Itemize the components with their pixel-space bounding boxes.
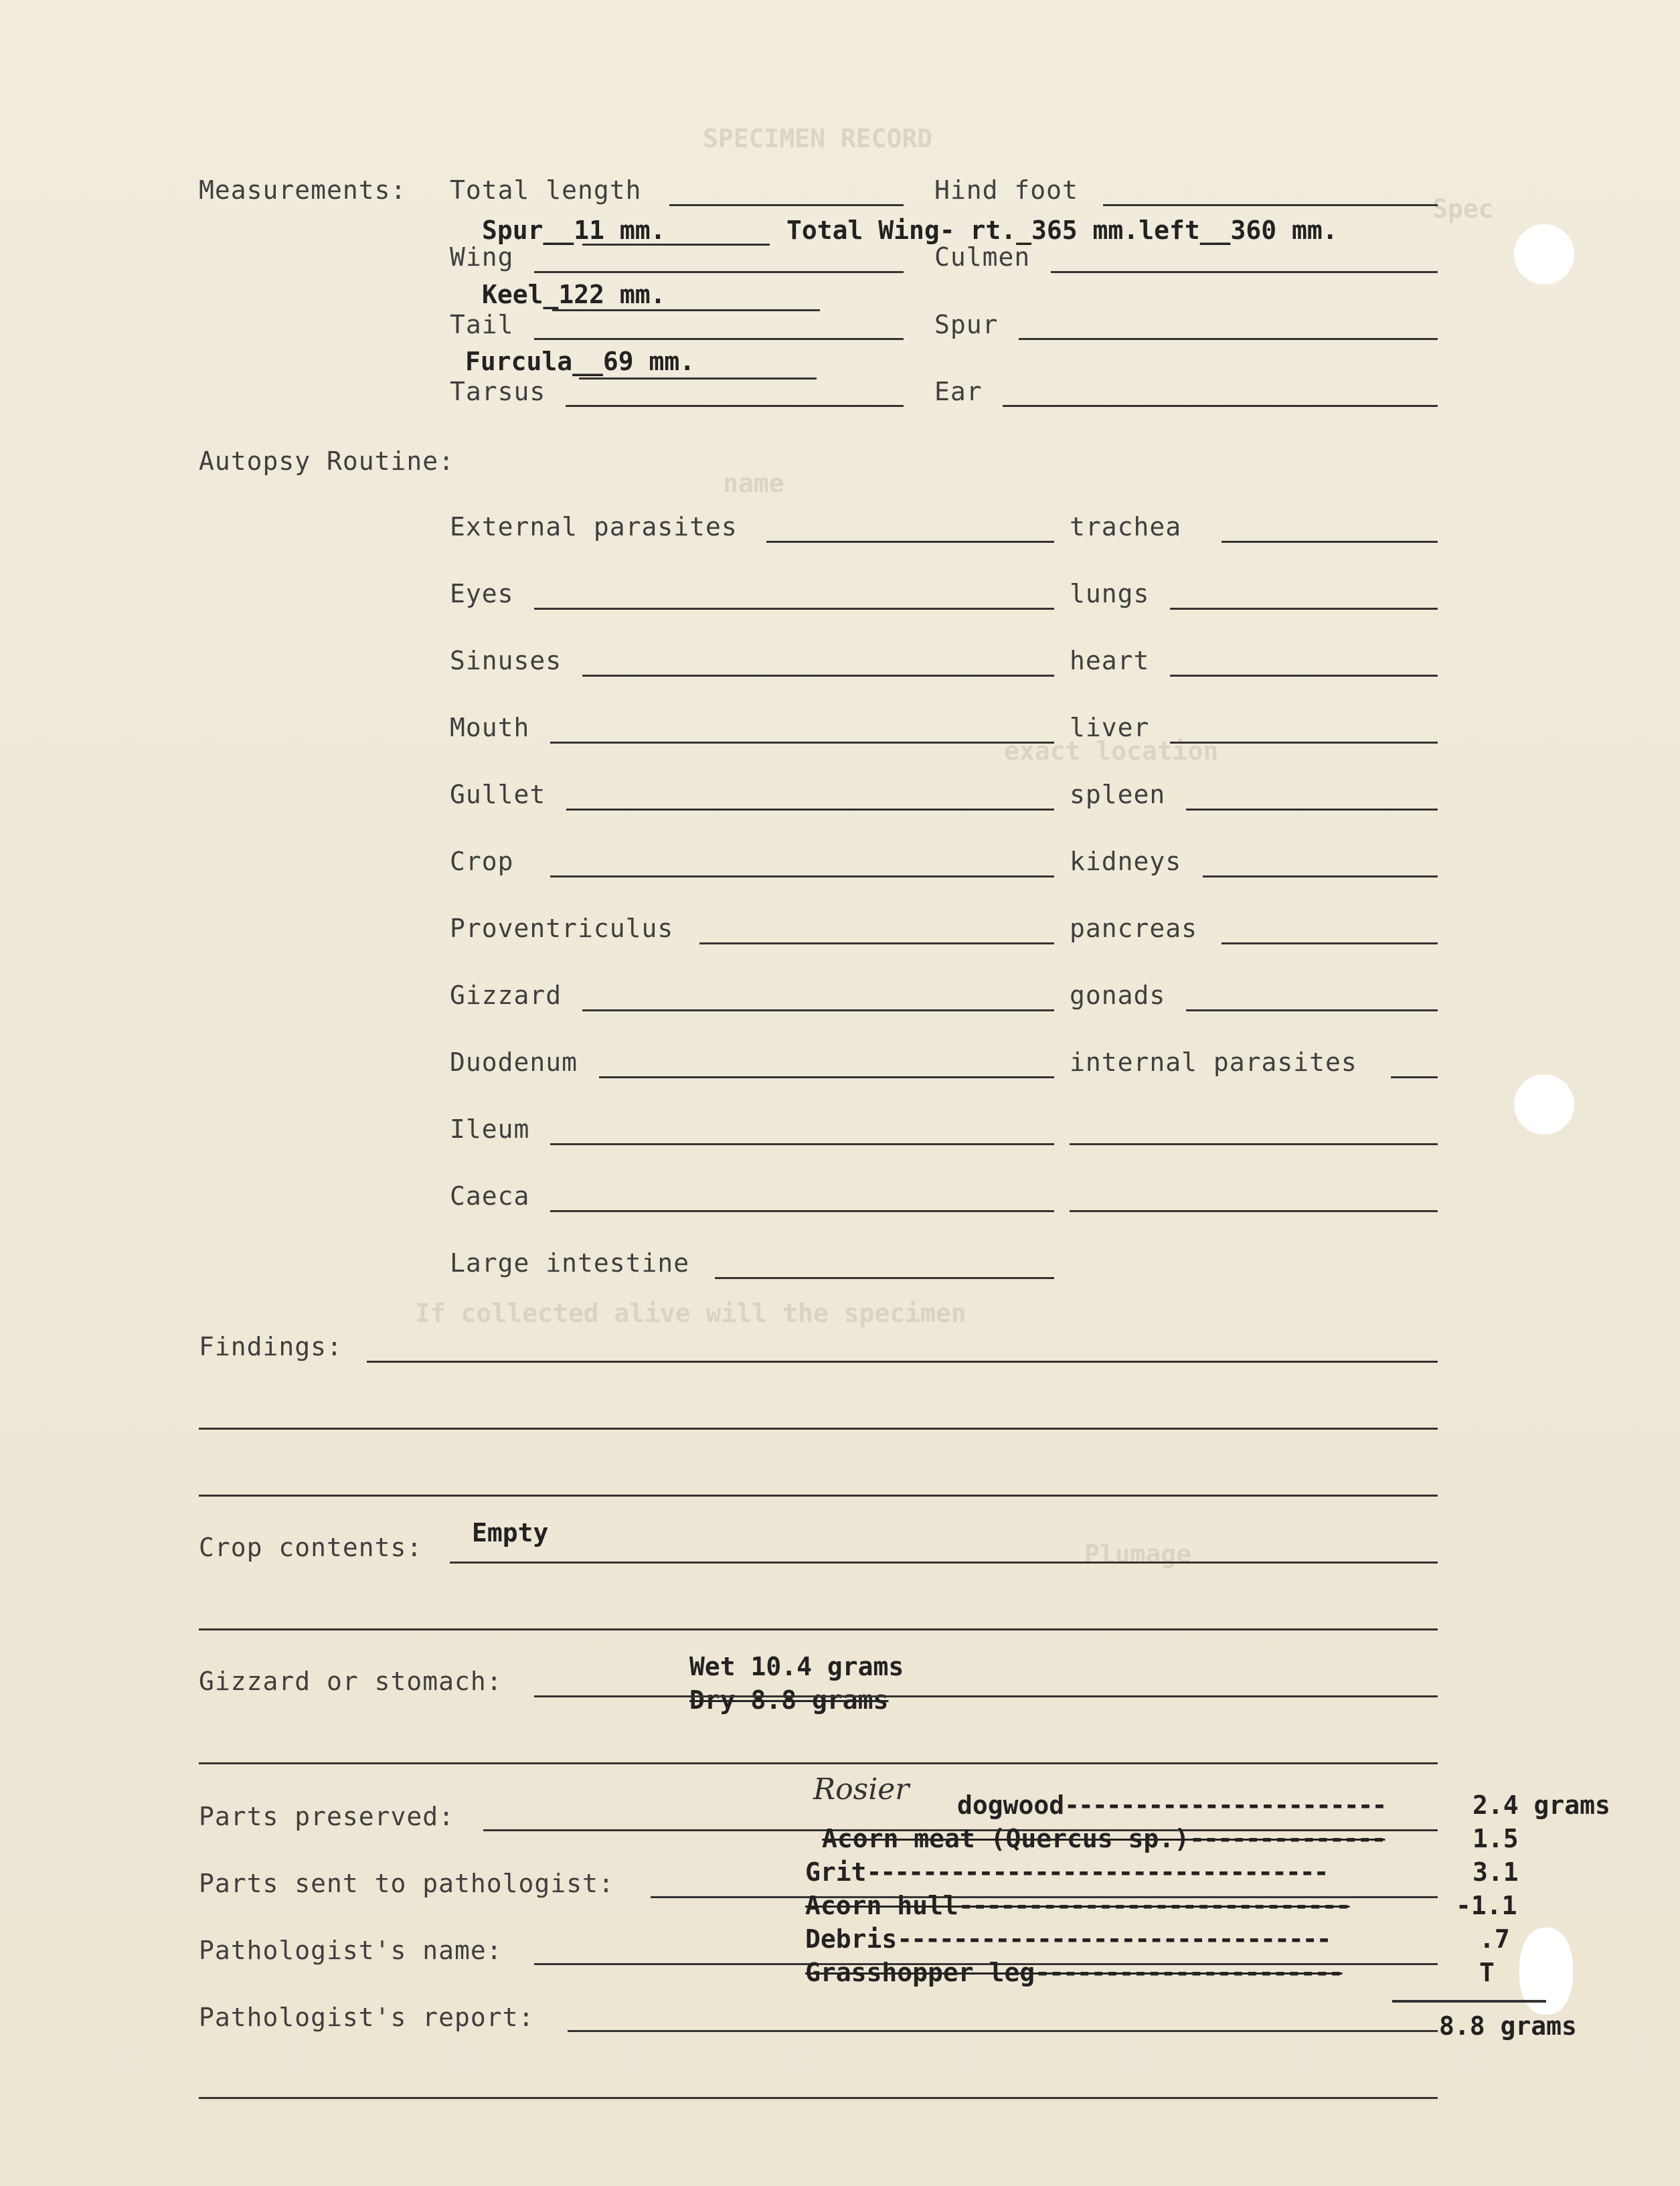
autopsy-line [582,1009,1054,1011]
total-wing-value: Total Wing- rt._365 mm.left__360 mm. [786,216,1338,245]
total-length-label: Total length [450,175,642,205]
bleed-through-text: Plumage [1084,1539,1192,1569]
autopsy-line [550,742,1054,744]
contents-item: Grasshopper leg---------------------- [805,1958,1343,1987]
tail-line [534,338,904,340]
furcula-value-line [579,377,817,380]
gizzard-stomach-label: Gizzard or stomach: [199,1667,503,1696]
total-sum-line [1392,2000,1546,2003]
autopsy-line [1222,541,1438,543]
autopsy-line [1070,1143,1438,1145]
contents-item: Acorn hull---------------------------- [805,1891,1350,1920]
contents-value: .7 [1479,1924,1510,1954]
sinuses-label: Sinuses [450,646,562,675]
autopsy-line [1203,875,1438,877]
internal-parasites-label: internal parasites [1070,1047,1357,1077]
bleed-through-text: exact location [1004,736,1219,766]
contents-total: 8.8 grams [1439,2011,1577,2041]
autopsy-line [550,1143,1054,1145]
tail-label: Tail [450,310,514,339]
tarsus-line [566,405,904,407]
crop-contents-label: Crop contents: [199,1533,423,1562]
gizzard-line [534,1695,1438,1697]
hind-foot-line [1103,204,1438,206]
findings-line [199,1428,1438,1430]
pathologist-report-line [568,2030,1438,2032]
crop-contents-value: Empty [472,1518,549,1547]
hind-foot-label: Hind foot [934,175,1078,205]
spur-label: Spur [934,310,999,339]
autopsy-line [582,675,1054,677]
findings-line [199,1495,1438,1497]
autopsy-line [1170,742,1438,744]
proventriculus-label: Proventriculus [450,914,674,943]
autopsy-line [534,608,1054,610]
parts-preserved-label: Parts preserved: [199,1802,455,1831]
mouth-label: Mouth [450,713,530,742]
autopsy-line [699,942,1054,944]
gizzard-dry-weight: Dry 8.8 grams [689,1685,889,1715]
gizzard-label: Gizzard [450,981,562,1010]
spur-value-line [582,244,770,246]
autopsy-line [766,541,1054,543]
pathologist-report-line [199,2097,1438,2099]
crop-contents-line [450,1562,1438,1564]
furcula-value: Furcula__69 mm. [465,347,695,376]
autopsy-line [715,1277,1054,1279]
autopsy-line [1170,608,1438,610]
gizzard-line [199,1762,1438,1764]
liver-label: liver [1070,713,1150,742]
autopsy-line [1186,809,1438,811]
kidneys-label: kidneys [1070,847,1182,876]
crop-label: Crop [450,847,514,876]
total-length-line [669,204,904,206]
punch-hole [1514,1074,1574,1134]
eyes-label: Eyes [450,579,514,608]
autopsy-line [566,809,1054,811]
duodenum-label: Duodenum [450,1047,578,1077]
punch-hole [1514,224,1574,284]
measurements-label: Measurements: [199,175,407,205]
crop-contents-line [199,1628,1438,1630]
contents-value: 2.4 grams [1473,1790,1610,1820]
autopsy-line [1222,942,1438,944]
culmen-label: Culmen [934,242,1031,272]
contents-item: Acorn meat (Quercus sp.)-------------- [822,1824,1385,1853]
pathologist-name-label: Pathologist's name: [199,1936,503,1965]
wing-label: Wing [450,242,514,272]
external-parasites-label: External parasites [450,512,738,541]
autopsy-line [599,1076,1054,1078]
findings-label: Findings: [199,1332,343,1361]
autopsy-line [550,875,1054,877]
contents-item: Debris------------------------------- [805,1924,1331,1954]
ear-label: Ear [934,377,983,406]
culmen-line [1051,271,1438,273]
contents-value: 1.5 [1473,1824,1519,1853]
heart-label: heart [1070,646,1150,675]
gullet-label: Gullet [450,780,546,809]
gizzard-wet-weight: Wet 10.4 grams [689,1652,904,1681]
autopsy-line [1070,1210,1438,1212]
findings-line [367,1361,1438,1363]
bleed-through-text: SPECIMEN RECORD [703,124,933,153]
contents-value: 3.1 [1473,1857,1519,1887]
contents-item: dogwood----------------------- [957,1790,1386,1820]
autopsy-line [1186,1009,1438,1011]
contents-value: T [1479,1958,1495,1987]
bleed-through-text: name [723,469,784,498]
spur-value: Spur__11 mm. [482,216,666,245]
wing-line [534,271,904,273]
keel-value: Keel_122 mm. [482,280,666,309]
parts-sent-label: Parts sent to pathologist: [199,1869,614,1898]
tarsus-label: Tarsus [450,377,546,406]
autopsy-line [550,1210,1054,1212]
gonads-label: gonads [1070,981,1166,1010]
handwritten-rosier: Rosier [813,1772,910,1806]
bleed-through-text: If collected alive will the specimen [415,1298,967,1328]
trachea-label: trachea [1070,512,1182,541]
spur-line [1019,338,1438,340]
caeca-label: Caeca [450,1181,530,1211]
autopsy-routine-label: Autopsy Routine: [199,446,455,476]
bleed-through-text: Spec [1432,194,1494,224]
large-intestine-label: Large intestine [450,1248,690,1278]
lungs-label: lungs [1070,579,1150,608]
autopsy-line [1391,1076,1438,1078]
autopsy-line [1170,675,1438,677]
pathologist-report-label: Pathologist's report: [199,2003,535,2032]
keel-value-line [552,309,820,311]
pancreas-label: pancreas [1070,914,1198,943]
spleen-label: spleen [1070,780,1166,809]
contents-value: -1.1 [1456,1891,1517,1920]
ileum-label: Ileum [450,1114,530,1144]
ear-line [1003,405,1438,407]
contents-item: Grit--------------------------------- [805,1857,1328,1887]
